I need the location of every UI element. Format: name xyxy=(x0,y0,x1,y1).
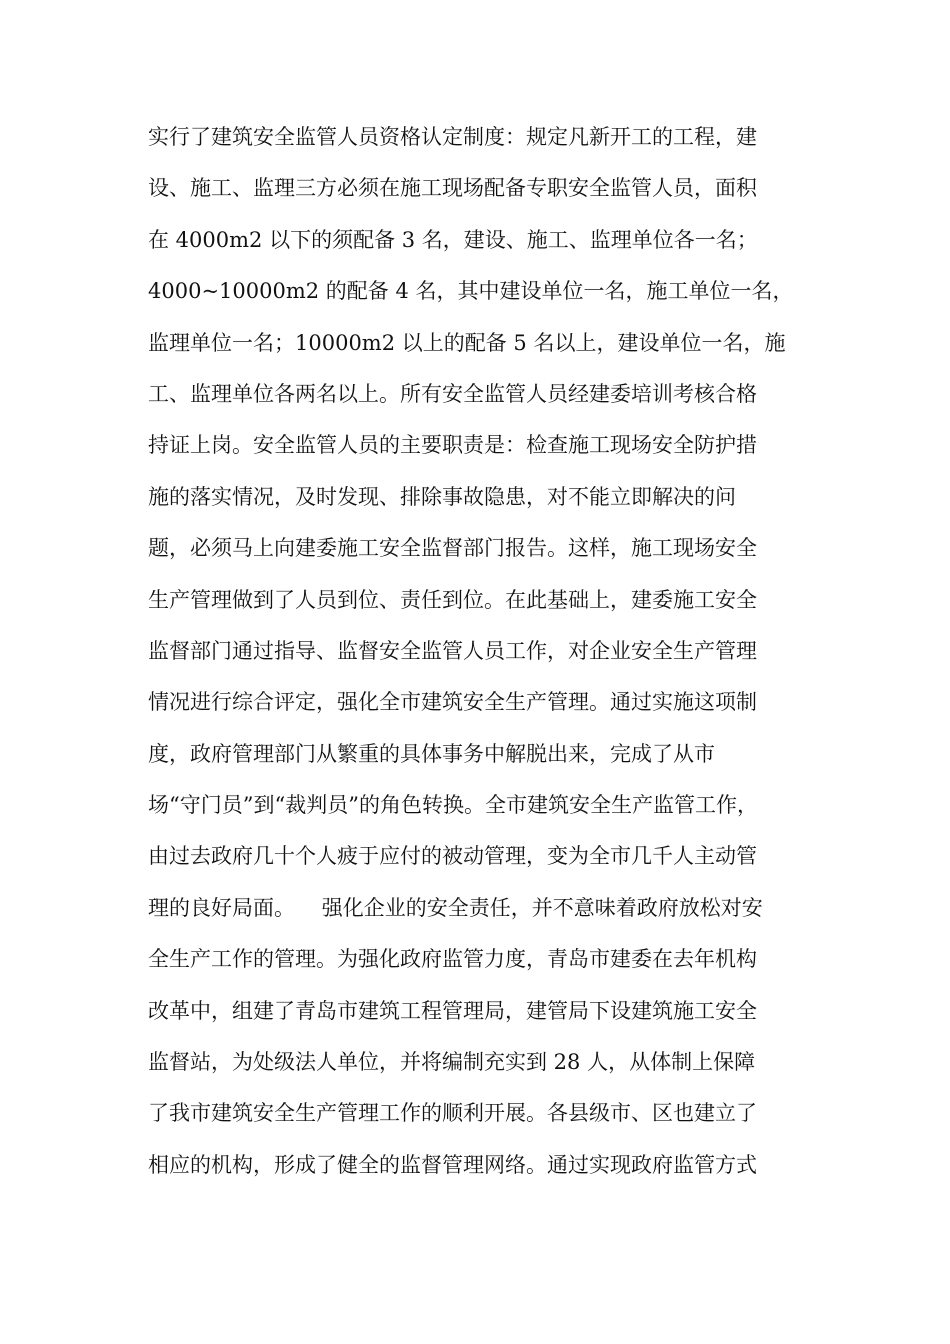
text-line: 改革中，组建了青岛市建筑工程管理局，建管局下设建筑施工安全 xyxy=(148,998,757,1023)
text-line: 全生产工作的管理。为强化政府监管力度，青岛市建委在去年机构 xyxy=(148,947,757,972)
text-line: 施的落实情况，及时发现、排除事故隐患，对不能立即解决的问 xyxy=(148,484,736,509)
text-line: 监督部门通过指导、监督安全监管人员工作，对企业安全生产管理 xyxy=(148,638,757,663)
text-line: 了我市建筑安全生产管理工作的顺利开展。各县级市、区也建立了 xyxy=(148,1101,757,1126)
text-line: 工、监理单位各两名以上。所有安全监管人员经建委培训考核合格 xyxy=(148,381,757,406)
text-line: 监督站，为处级法人单位，并将编制充实到 28 人，从体制上保障 xyxy=(148,1050,756,1075)
text-line: 情况进行综合评定，强化全市建筑安全生产管理。通过实施这项制 xyxy=(148,690,757,715)
text-line: 生产管理做到了人员到位、责任到位。在此基础上，建委施工安全 xyxy=(148,587,757,612)
text-line: 在 4000m2 以下的须配备 3 名，建设、施工、监理单位各一名； xyxy=(148,227,758,252)
text-line: 度，政府管理部门从繁重的具体事务中解脱出来，完成了从市 xyxy=(148,741,715,766)
body-paragraph xyxy=(148,112,808,1191)
text-line: 设、施工、监理三方必须在施工现场配备专职安全监管人员，面积 xyxy=(148,176,757,201)
text-line: 场“守门员”到“裁判员”的角色转换。全市建筑安全生产监管工作， xyxy=(148,793,758,818)
text-line: 由过去政府几十个人疲于应付的被动管理，变为全市几千人主动管 xyxy=(148,844,757,869)
text-line: 4000~10000m2 的配备 4 名，其中建设单位一名，施工单位一名， xyxy=(148,279,794,304)
text-line: 实行了建筑安全监管人员资格认定制度：规定凡新开工的工程，建 xyxy=(148,125,757,149)
text-line: 监理单位一名；10000m2 以上的配备 5 名以上，建设单位一名，施 xyxy=(148,330,786,355)
text-line: 理的良好局面。 强化企业的安全责任，并不意味着政府放松对安 xyxy=(148,895,763,920)
text-line: 相应的机构，形成了健全的监督管理网络。通过实现政府监管方式 xyxy=(148,1152,757,1177)
text-line: 题，必须马上向建委施工安全监督部门报告。这样，施工现场安全 xyxy=(148,536,757,561)
text-line: 持证上岗。安全监管人员的主要职责是：检查施工现场安全防护措 xyxy=(148,433,757,458)
